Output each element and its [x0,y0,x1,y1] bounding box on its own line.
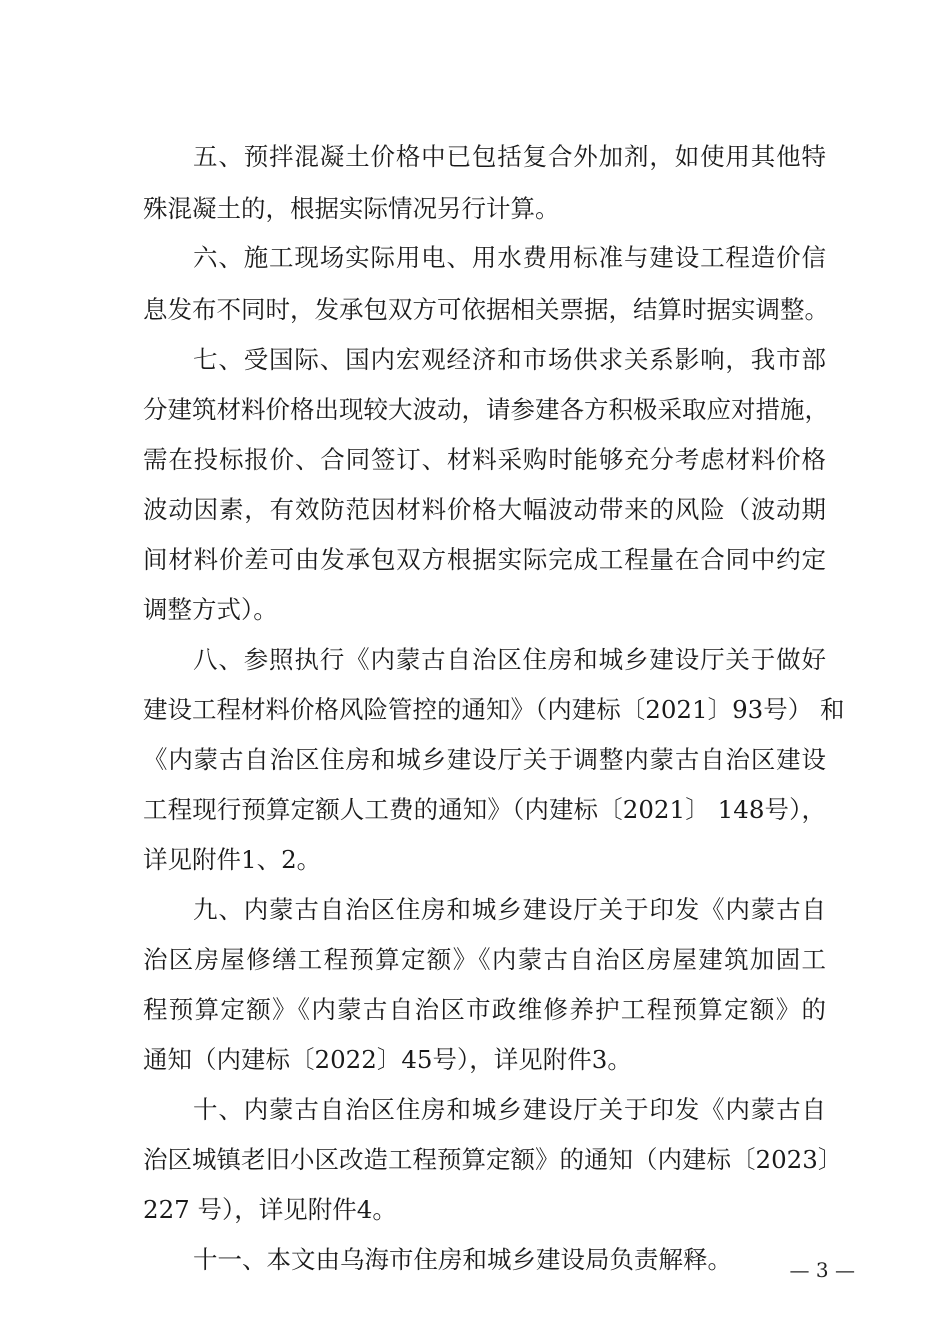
text-line: 六、施工现场实际用电、用水费用标准与建设工程造价信 [193,243,826,272]
text-line: 十一、本文由乌海市住房和城乡建设局负责解释。 [193,1245,732,1274]
text-line: 程预算定额》《内蒙古自治区市政维修养护工程预算定额》的 [143,995,826,1024]
text-line: 五、预拌混凝土价格中已包括复合外加剂，如使用其他特 [193,142,826,171]
text-line: 调整方式）。 [143,595,278,624]
text-line: 间材料价差可由发承包双方根据实际完成工程量在合同中约定 [143,545,826,574]
text-line: 工程现行预算定额人工费的通知》（内建标〔2021〕 148号）， [143,795,826,824]
page-number: — 3 — [789,1258,855,1282]
text-line: 息发布不同时，发承包双方可依据相关票据，结算时据实调整。 [143,295,829,324]
text-line: 殊混凝土的，根据实际情况另行计算。 [143,194,560,223]
text-line: 需在投标报价、合同签订、材料采购时能够充分考虑材料价格 [143,445,826,474]
text-line: 九、内蒙古自治区住房和城乡建设厅关于印发《内蒙古自 [193,895,826,924]
text-line: 227 号），详见附件4。 [143,1195,397,1224]
text-line: 通知（内建标〔2022〕45号），详见附件3。 [143,1045,632,1074]
text-line: 波动因素，有效防范因材料价格大幅波动带来的风险（波动期 [143,495,826,524]
text-line: 八、参照执行《内蒙古自治区住房和城乡建设厅关于做好 [193,645,826,674]
text-line: 治区房屋修缮工程预算定额》《内蒙古自治区房屋建筑加固工 [143,945,826,974]
text-line: 详见附件1、2。 [143,845,322,874]
text-line: 十、内蒙古自治区住房和城乡建设厅关于印发《内蒙古自 [193,1095,826,1124]
text-line: 七、受国际、国内宏观经济和市场供求关系影响，我市部 [193,345,826,374]
text-line: 建设工程材料价格风险管控的通知》（内建标〔2021〕93号） 和 [143,695,845,724]
text-line: 分建筑材料价格出现较大波动，请参建各方积极采取应对措施， [143,395,829,424]
text-line: 《内蒙古自治区住房和城乡建设厅关于调整内蒙古自治区建设 [143,745,826,774]
text-line: 治区城镇老旧小区改造工程预算定额》的通知（内建标〔2023〕 [143,1145,843,1174]
